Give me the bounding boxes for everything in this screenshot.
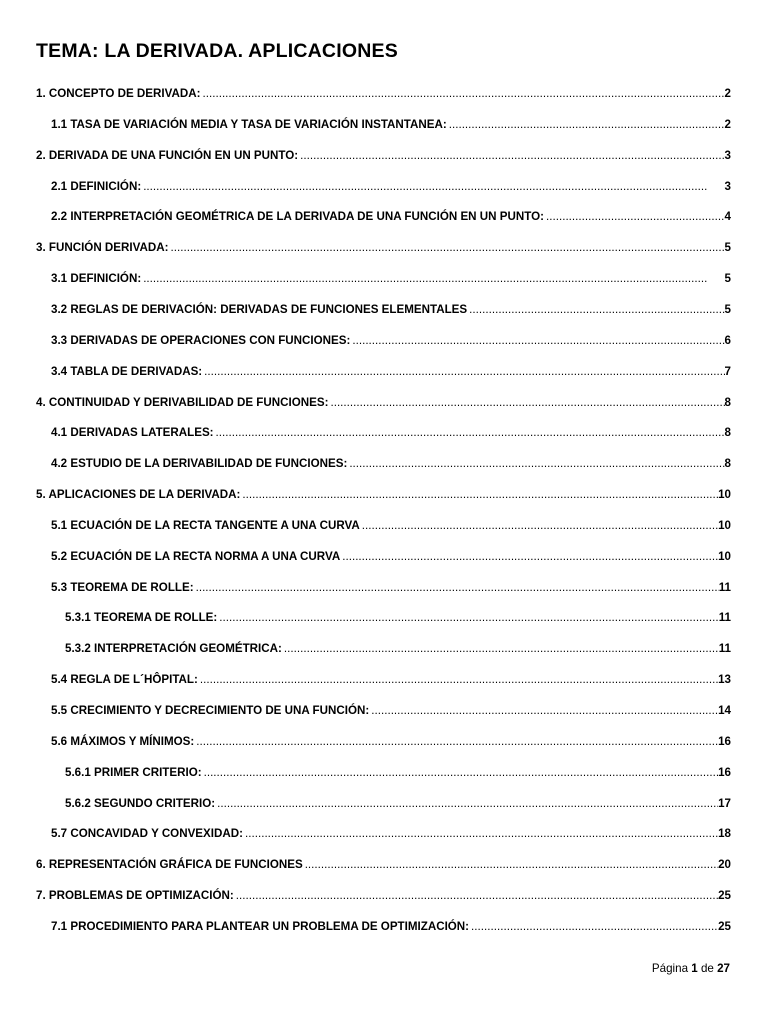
toc-entry-page: 8 — [724, 396, 731, 409]
toc-entry-page: 2 — [724, 87, 731, 100]
toc-dot-leader — [447, 117, 725, 133]
toc-entry-label: 3.1 DEFINICIÓN: — [51, 272, 142, 285]
toc-entry-label: 1.1 TASA DE VARIACIÓN MEDIA Y TASA DE VARIACIÓN INSTANTANEA: — [51, 118, 447, 131]
toc-dot-leader — [350, 333, 724, 349]
toc-entry-label: 4.1 DERIVADAS LATERALES: — [51, 426, 214, 439]
toc-dot-leader — [168, 240, 724, 256]
toc-dot-leader — [298, 148, 724, 164]
toc-entry-page: 5 — [724, 303, 731, 316]
toc-entry[interactable] — [51, 518, 731, 534]
toc-entry-page: 18 — [718, 827, 731, 840]
footer-separator: de — [700, 962, 714, 975]
toc-entry-page: 8 — [724, 457, 731, 470]
toc-entry[interactable] — [51, 271, 731, 287]
toc-entry-page: 20 — [718, 858, 731, 871]
toc-entry[interactable] — [51, 117, 731, 133]
toc-entry[interactable] — [36, 86, 731, 102]
toc-dot-leader — [215, 796, 718, 812]
toc-entry[interactable] — [51, 580, 731, 596]
toc-entry-page: 16 — [718, 766, 731, 779]
toc-entry-label: 5.6.1 PRIMER CRITERIO: — [65, 766, 202, 779]
toc-entry-page: 10 — [718, 550, 731, 563]
toc-entry-label: 6. REPRESENTACIÓN GRÁFICA DE FUNCIONES — [36, 858, 303, 871]
toc-dot-leader — [194, 734, 718, 750]
footer-prefix: Página — [651, 962, 689, 975]
toc-dot-leader — [214, 425, 725, 441]
page-footer — [652, 962, 730, 975]
toc-entry[interactable] — [51, 703, 731, 719]
toc-dot-leader — [198, 672, 718, 688]
toc-entry-label: 5.5 CRECIMIENTO Y DECRECIMIENTO DE UNA FUNCIÓN: — [51, 704, 370, 717]
toc-entry-page: 25 — [718, 920, 731, 933]
toc-entry[interactable] — [51, 919, 731, 935]
toc-entry[interactable] — [51, 302, 731, 318]
toc-entry[interactable] — [36, 148, 731, 164]
toc-entry-label: 3. FUNCIÓN DERIVADA: — [36, 241, 169, 254]
toc-entry-page: 8 — [724, 426, 731, 439]
toc-entry-label: 5.6.2 SEGUNDO CRITERIO: — [65, 797, 216, 810]
toc-entry-label: 4.2 ESTUDIO DE LA DERIVABILIDAD DE FUNCIONES: — [51, 457, 348, 470]
toc-entry[interactable] — [65, 796, 731, 812]
toc-dot-leader — [243, 826, 718, 842]
toc-dot-leader — [369, 703, 718, 719]
document-title: TEMA: LA DERIVADA. APLICACIONES — [36, 40, 398, 62]
toc-entry[interactable] — [65, 765, 731, 781]
toc-entry[interactable] — [51, 209, 731, 225]
toc-entry-page: 5 — [724, 241, 731, 254]
toc-entry-label: 4. CONTINUIDAD Y DERIVABILIDAD DE FUNCIONES: — [36, 396, 329, 409]
toc-entry-label: 5.3.2 INTERPRETACIÓN GEOMÉTRICA: — [65, 642, 282, 655]
toc-entry[interactable] — [36, 487, 731, 503]
toc-entry-label: 3.2 REGLAS DE DERIVACIÓN: DERIVADAS DE FUNCIONES ELEMENTALES — [51, 303, 468, 316]
toc-entry-label: 2. DERIVADA DE UNA FUNCIÓN EN UN PUNTO: — [36, 149, 299, 162]
toc-dot-leader — [200, 86, 724, 102]
toc-entry[interactable] — [36, 395, 731, 411]
toc-entry[interactable] — [36, 857, 731, 873]
toc-entry-label: 2.1 DEFINICIÓN: — [51, 180, 142, 193]
toc-entry-page: 10 — [718, 488, 731, 501]
toc-entry-page: 11 — [718, 611, 731, 624]
toc-entry-page: 6 — [724, 334, 731, 347]
toc-entry-page: 4 — [724, 210, 731, 223]
toc-entry[interactable] — [36, 888, 731, 904]
toc-entry-label: 5.6 MÁXIMOS Y MÍNIMOS: — [51, 735, 195, 748]
toc-dot-leader — [234, 888, 718, 904]
footer-current-page: 1 — [691, 962, 698, 975]
toc-entry[interactable] — [51, 456, 731, 472]
toc-entry[interactable] — [65, 641, 731, 657]
toc-entry[interactable] — [51, 425, 731, 441]
toc-dot-leader — [282, 641, 719, 657]
toc-entry-label: 5.7 CONCAVIDAD Y CONVEXIDAD: — [51, 827, 243, 840]
toc-entry[interactable] — [51, 333, 731, 349]
toc-entry-label: 1. CONCEPTO DE DERIVADA: — [36, 87, 201, 100]
toc-dot-leader — [240, 487, 718, 503]
toc-entry-page: 2 — [724, 118, 731, 131]
toc-dot-leader — [141, 179, 724, 195]
toc-entry-page: 13 — [718, 673, 731, 686]
toc-entry-label: 2.2 INTERPRETACIÓN GEOMÉTRICA DE LA DERIVADA DE UNA FUNCIÓN EN UN PUNTO: — [51, 210, 544, 223]
toc-dot-leader — [347, 456, 724, 472]
toc-entry[interactable] — [51, 549, 731, 565]
toc-dot-leader — [202, 364, 724, 380]
toc-entry-page: 14 — [718, 704, 731, 717]
toc-entry-page: 5 — [724, 272, 731, 285]
toc-dot-leader — [328, 395, 724, 411]
toc-entry-page: 17 — [718, 797, 731, 810]
toc-entry-label: 5. APLICACIONES DE LA DERIVADA: — [36, 488, 241, 501]
toc-entry-page: 11 — [718, 642, 731, 655]
toc-dot-leader — [303, 857, 718, 873]
toc-entry-page: 25 — [718, 889, 731, 902]
toc-entry[interactable] — [51, 179, 731, 195]
toc-entry-label: 5.4 REGLA DE L´HÔPITAL: — [51, 673, 198, 686]
toc-entry[interactable] — [51, 826, 731, 842]
toc-entry-label: 5.3.1 TEOREMA DE ROLLE: — [65, 611, 218, 624]
toc-dot-leader — [141, 271, 724, 287]
toc-dot-leader — [360, 518, 718, 534]
toc-entry-label: 7. PROBLEMAS DE OPTIMIZACIÓN: — [36, 889, 234, 902]
toc-dot-leader — [469, 919, 718, 935]
footer-total-pages: 27 — [717, 962, 730, 975]
toc-entry[interactable] — [65, 610, 731, 626]
toc-entry[interactable] — [51, 672, 731, 688]
toc-entry-label: 5.3 TEOREMA DE ROLLE: — [51, 581, 194, 594]
toc-dot-leader — [467, 302, 724, 318]
toc-dot-leader — [217, 610, 718, 626]
toc-entry-page: 16 — [718, 735, 731, 748]
toc-entry-page: 10 — [718, 519, 731, 532]
toc-entry[interactable] — [51, 364, 731, 380]
toc-entry[interactable] — [36, 240, 731, 256]
toc-entry[interactable] — [51, 734, 731, 750]
toc-entry-page: 11 — [718, 581, 731, 594]
toc-entry-label: 5.2 ECUACIÓN DE LA RECTA NORMA A UNA CURVA — [51, 550, 341, 563]
toc-entry-page: 3 — [724, 180, 731, 193]
toc-entry-page: 7 — [724, 365, 731, 378]
toc-entry-label: 5.1 ECUACIÓN DE LA RECTA TANGENTE A UNA CURVA — [51, 519, 360, 532]
toc-entry-label: 3.3 DERIVADAS DE OPERACIONES CON FUNCIONES: — [51, 334, 351, 347]
toc-dot-leader — [340, 549, 718, 565]
toc-dot-leader — [202, 765, 719, 781]
toc-dot-leader — [194, 580, 719, 596]
toc-entry-label: 7.1 PROCEDIMIENTO PARA PLANTEAR UN PROBLEMA DE OPTIMIZACIÓN: — [51, 920, 470, 933]
toc-entry-page: 3 — [724, 149, 731, 162]
toc-entry-label: 3.4 TABLA DE DERIVADAS: — [51, 365, 203, 378]
toc-dot-leader — [544, 209, 725, 225]
